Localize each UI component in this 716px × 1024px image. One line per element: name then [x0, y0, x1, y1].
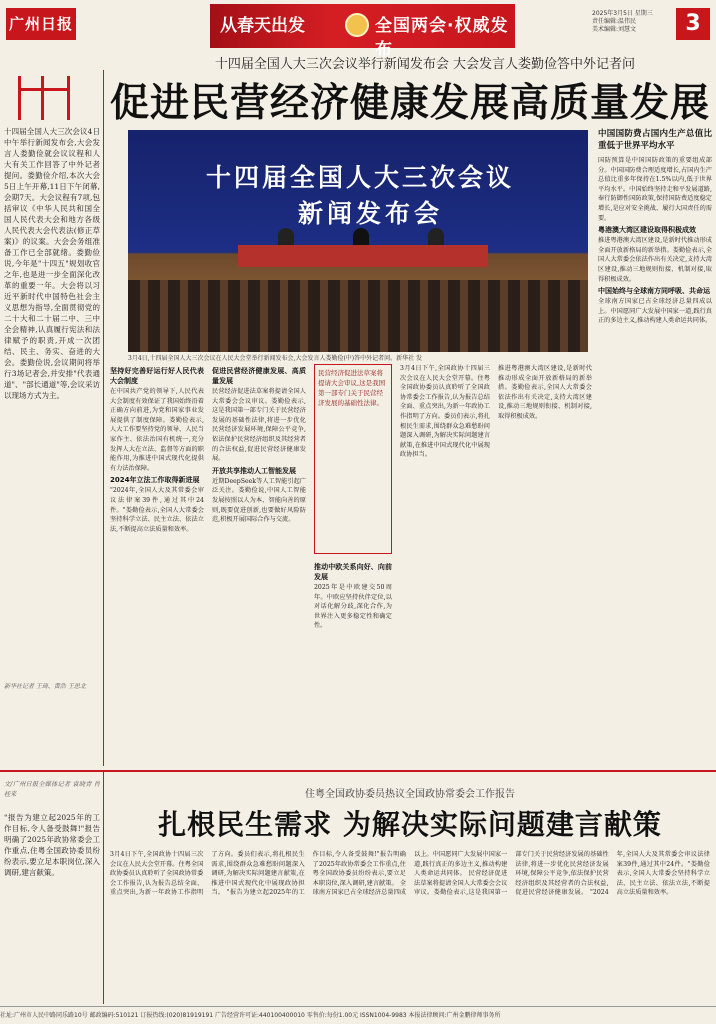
second-body-text: 3月4日下午,全国政协十四届三次会议在人民大会堂开幕。住粤全国政协委员认真聆听了全国政协常委会工作报告,认为报告总结全面、重点突出,为新一年政协工作指明了方向。委员们表示,将扎根民生需求,围绕群众急难愁盼问题深入调研,为解决实际问题建言献策,在推进中国式现代化中展现政协担当。	[110, 851, 305, 897]
right-column	[598, 128, 712, 758]
two-sessions-text: 全国两会·权威发布	[375, 16, 509, 60]
second-body-text: "报告为建立起2025年的工作目标,令人备受鼓舞!"报告明确了2025年政协常委会工作重点,住粤全国政协委员纷纷表示,要立足本职岗位,深入调研,建言献策。	[226, 851, 406, 897]
issue-date: 2025年3月5日 星期三	[592, 10, 653, 17]
masthead	[0, 0, 716, 60]
newspaper-logo: 广州日报	[6, 8, 76, 40]
second-body-text: "2024年,全国人大及其常委会审议法律案39件,通过其中24件。"娄勤俭表示,全国人大常委会坚持科学立法、民主立法、依法立法,不断提高立法质量和效率。	[590, 851, 710, 897]
footer-imprint: 社址:广州市人民中路同乐路10号 邮政编码:510121 订报热线:(020)81919191 广告经营许可证:440100400010 零售价:每份1.00元 ISSN1004-9983 本报法律顾问:广州金鹏律师事务所	[0, 1006, 716, 1024]
right-subhead-2: 粤港澳大湾区建设取得积极成效	[598, 226, 696, 235]
edition-info	[592, 10, 653, 34]
national-emblem-icon	[345, 13, 369, 37]
right-body-2: 推进粤港澳大湾区建设,是新时代推动形成全面开放新格局的新举措。娄勤俭表示,全国人大常委会依法作出有关决定,支持大湾区建设,推动三地规则衔接、机制对接,取得积极成效。	[598, 237, 712, 283]
column-subhead: 推动中欧关系向好、向前发展	[314, 563, 392, 581]
art-editor: 美术编辑:刘慧文	[592, 26, 637, 33]
highlight-box: 民营经济促进法草案将提请大会审议,这是我国第一部专门关于民营经济发展的基础性法律。	[314, 364, 392, 554]
sidebar-summary: 十四届全国人大三次会议4日中午举行新闻发布会,大会发言人娄勤俭就会议议程和人大有关工作回答了中外记者提问。娄勤俭介绍,本次大会5日上午开幕,11日下午闭幕,会期7天。大会议程有7项,包括审议《中华人民共和国全国人民代表大会和地方各级人民代表大会代表法(修正草案)》的议案。大会会务组准备工作已全部就绪。娄勤俭说,今年是"十四五"规划收官之年,也是进一步全面深化改革的重要一年。大会将以习近平新时代中国特色社会主义思想为指导,全面贯彻党的二十大和二十届二中、三中全会精神,认真履行宪法和法律赋予的职责,开成一次团结、民主、务实、奋进的大会。娄勤俭说,会议期间将举行3场记者会,并安排"代表通道"、"部长通道"等,会议采访以现场方式为主。	[4, 127, 100, 400]
right-body: 国防预算是中国国防政策的重要组成部分。中国国防费合理适度增长,占国内生产总值比重多年保持在1.5%以内,低于世界平均水平。中国始终坚持走和平发展道路,奉行防御性国防政策,保持国防费适度稳定增长,是应对安全挑战、履行大国责任的需要。	[598, 157, 712, 222]
sidebar-byline: 新华社记者 王琦、黄浩 王思北	[4, 683, 86, 690]
column-body: 民营经济促进法草案将提请全国人大常委会会议审议。娄勤俭表示,这是我国第一部专门关于民营经济发展的基础性法律,将进一步优化民营经济发展环境,保障公平竞争,依法保护民营经济组织及其经营者的合法权益,促进民营经济健康发展。	[212, 388, 306, 463]
second-headline: 扎根民生需求 为解决实际问题建言献策	[158, 808, 662, 841]
column-body: "2024年,全国人大及其常委会审议法律案39件,通过其中24件。"娄勤俭表示,全国人大常委会坚持科学立法、民主立法、依法立法,不断提高立法质量和效率。	[110, 487, 204, 533]
column-subhead: 坚持好完善好运行好人民代表大会制度	[110, 367, 204, 385]
lead-pretitle: 十四届全国人大三次会议举行新闻发布会 大会发言人娄勤俭答中外记者问	[214, 57, 636, 72]
column-body: 推进粤港澳大湾区建设,是新时代推动形成全面开放新格局的新举措。娄勤俭表示,全国人大常委会依法作出有关决定,支持大湾区建设,推动三地规则衔接、机制对接,取得积极成效。	[498, 365, 592, 420]
column-body: 近期DeepSeek等人工智能引起广泛关注。娄勤俭说,中国人工智能发展按照以人为本、智能向善的原则,既要促进创新,也要做好风险防范,积极开展国际合作与交流。	[212, 477, 306, 524]
photo-podium	[238, 245, 488, 267]
second-body-text: 全球南方国家已占全球经济总量四成以上。中国愿同广大发展中国家一道,践行真正的多边主义,推动构建人类命运共同体。	[312, 851, 508, 897]
press-conference-photo	[128, 130, 588, 352]
article-column-1	[110, 364, 204, 762]
second-article-body	[110, 850, 710, 1000]
right-body-3: 全球南方国家已占全球经济总量四成以上。中国愿同广大发展中国家一道,践行真正的多边主义,推动构建人类命运共同体。	[598, 298, 712, 325]
photo-backdrop-line2: 新闻发布会	[298, 199, 444, 228]
column-body: 3月4日下午,全国政协十四届三次会议在人民大会堂开幕。住粤全国政协委员认真聆听了全国政协常委会工作报告,认为报告总结全面、重点突出,为新一年政协工作指明了方向。委员们表示,将扎根民生需求,围绕群众急难愁盼问题深入调研,为解决实际问题建言献策,在推进中国式现代化中展现政协担当。	[400, 365, 490, 459]
article-column-4	[400, 364, 490, 762]
column-body: 在中国共产党的领导下,人民代表大会制度有效保证了我国始终沿着正确方向前进,为党和国家事业发展提供了制度保障。娄勤俭表示,人大工作要坚持党的领导、人民当家作主、依法治国有机统一,充分发挥人大在立法、监督等方面的职能作用,为推进中国式现代化提供有力法治保障。	[110, 388, 204, 472]
column-subhead: 促进民营经济健康发展、高质量发展	[212, 367, 306, 385]
column-body: 2025年是中欧建交50周年。中欧应坚持伙伴定位,以对话化解分歧,深化合作,为世界注入更多稳定性和确定性。	[314, 584, 392, 630]
slogan-banner	[210, 4, 515, 60]
right-subhead: 中国国防费占国内生产总值比重低于世界平均水平	[598, 129, 712, 151]
slogan-text: 从春天出发	[220, 16, 305, 36]
lead-headline: 促进民营经济健康发展高质量发展	[110, 80, 711, 126]
page-number: 3	[676, 8, 710, 40]
second-pretitle: 住粤全国政协委员热议全国政协常委会工作报告	[305, 789, 515, 800]
second-sidebar-body: "报告为建立起2025年的工作目标,令人备受鼓舞!"报告明确了2025年政协常委会工作重点,住粤全国政协委员纷纷表示,要立足本职岗位,深入调研,建言献策。	[4, 813, 100, 877]
second-body-text: 民营经济促进法草案将提请全国人大常委会会议审议。娄勤俭表示,这是我国第一部专门关于民营经济发展的基础性法律,将进一步优化民营经济发展环境,保障公平竞争,依法保护民营经济组织及其经营者的合法权益,促进民营经济健康发展。	[413, 851, 609, 897]
photo-caption: 3月4日,十四届全国人大三次会议在人民大会堂举行新闻发布会,大会发言人娄勤俭(中)答中外记者问。新华社 发	[128, 355, 423, 362]
right-subhead-3: 中国始终与全球南方同呼吸、共命运	[598, 287, 710, 296]
article-column-2	[212, 364, 306, 762]
column-subhead: 开放共享推动人工智能发展	[212, 466, 296, 475]
section-mark-icon	[18, 76, 70, 120]
responsible-editor: 责任编辑:温伟民	[592, 18, 637, 25]
column-subhead: 2024年立法工作取得新进展	[110, 476, 200, 485]
sidebar	[0, 70, 104, 766]
article-column-3	[314, 560, 392, 760]
article-column-5	[498, 364, 592, 762]
second-article-sidebar	[0, 772, 104, 1004]
section-divider	[0, 770, 716, 772]
photo-audience	[128, 280, 588, 352]
second-byline: 文/广州日报全媒体记者 袁晓青 肖桂来	[4, 781, 100, 798]
photo-backdrop-line1: 十四届全国人大三次会议	[206, 163, 515, 192]
